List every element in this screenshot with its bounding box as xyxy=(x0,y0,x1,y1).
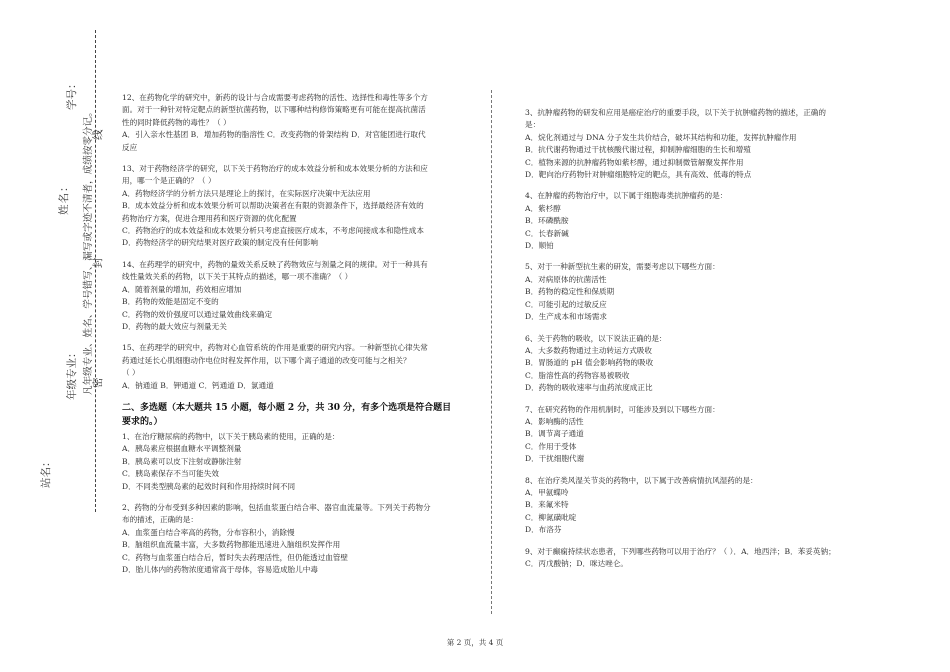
option-line: D．生产成本和市场需求 xyxy=(525,312,608,322)
option-line: D．药物经济学的研究结果对医疗政策的制定没有任何影响 xyxy=(122,238,318,248)
question-stem-line: 12、在药物化学的研究中，新药的设计与合成需要考虑药物的活性、选择性和毒性等多个方 xyxy=(122,93,428,102)
right-column xyxy=(525,107,870,579)
option-line: C．作用于受体 xyxy=(525,441,577,451)
exam-notice: 凡年级专业、姓名、学号错写、漏写或字迹不清者，成绩按零分记。 xyxy=(83,107,94,395)
question-12 xyxy=(122,92,465,154)
option-line: D．靶向治疗药物针对肿瘤细胞特定的靶点，具有高效、低毒的特点 xyxy=(525,170,752,180)
option-line: B．环磷酰胺 xyxy=(525,216,569,226)
option-line: A．随着剂量的增加，药效相应增加 xyxy=(122,284,242,294)
question-stem-line: 1、在治疗糖尿病的药物中，以下关于胰岛素的使用，正确的是： xyxy=(122,431,340,441)
question-stem-line: 性的同时降低药物的毒性？（ ） xyxy=(122,117,231,127)
multi-question-8 xyxy=(525,475,870,537)
option-line: A．大多数药物通过主动转运方式吸收 xyxy=(525,345,652,355)
question-stem-line: 药通过延长心肌细胞动作电位时程发挥作用，以下哪个离子通道的改变可能与之相关？ xyxy=(122,355,411,365)
option-line: D．顺铂 xyxy=(525,241,554,251)
question-stem-line: 布的描述，正确的是： xyxy=(122,515,198,525)
multi-question-3 xyxy=(525,107,870,181)
option-line: C．胰岛素保存不当可能失效 xyxy=(122,469,219,479)
option-line: D．胎儿体内的药物浓度通常高于母体，容易造成胎儿中毒 xyxy=(122,565,318,574)
option-line: D．药物的最大效应与剂量无关 xyxy=(122,321,227,331)
option-line: D．干扰细胞代谢 xyxy=(525,454,585,464)
page-footer: 第 2 页，共 4 页 xyxy=(446,638,504,647)
option-line: A．药物经济学的分析方法只是理论上的探讨，在实际医疗决策中无法应用 xyxy=(122,188,371,198)
option-line: C．药物治疗的成本效益和成本效果分析只考虑直接医疗成本，不考虑间接成本和隐性成本 xyxy=(122,226,424,236)
section-title-line: 二、多选题（本大题共 15 小题，每小题 2 分，共 30 分，有多个选项是符合题目 xyxy=(122,402,452,413)
option-line: A．甲氨蝶呤 xyxy=(525,487,569,497)
grade-major-label: 年级专业： xyxy=(66,347,78,400)
question-stem-line: 3、抗肿瘤药物的研发和应用是癌症治疗的重要手段，以下关于抗肿瘤药物的描述，正确的 xyxy=(525,108,826,117)
option-line: B．抗代谢药物通过干扰核酸代谢过程，抑制肿瘤细胞的生长和增殖 xyxy=(525,145,751,155)
option-line: A．对病原体的抗菌活性 xyxy=(525,274,607,284)
option-line: B．胰岛素可以皮下注射或静脉注射 xyxy=(122,456,242,466)
question-stem-line: 用，哪一个是正确的？（ ） xyxy=(122,176,216,186)
option-line: A．钠通道 B．钾通道 C．钙通道 D．氯通道 xyxy=(122,380,274,390)
option-line: C．药物与血浆蛋白结合后，暂时失去药理活性，但仍能透过血管壁 xyxy=(122,552,349,562)
option-line: C．药物的效价强度可以通过量效曲线来确定 xyxy=(122,309,273,319)
multi-question-9 xyxy=(525,546,870,571)
option-line: C．植物来源的抗肿瘤药物如紫杉醇，通过抑制微管解聚发挥作用 xyxy=(525,157,744,167)
option-line: A．烷化剂通过与 DNA 分子发生共价结合，破坏其结构和功能，发挥抗肿瘤作用 xyxy=(525,132,797,142)
seal-char-3: 密 xyxy=(92,377,104,388)
question-stem-line: 线性量效关系的药物，以下关于其特点的描述，哪一项不准确？（ ） xyxy=(122,272,353,282)
question-stem-line: 面。对于一种针对特定靶点的新型抗菌药物，以下哪种结构修饰策略更有可能在提高抗菌活 xyxy=(122,105,426,115)
binding-strip xyxy=(0,0,105,672)
option-line: 药物治疗方案，促进合理用药和医疗资源的优化配置 xyxy=(122,213,297,223)
option-line: A．胰岛素应根据血糖水平调整剂量 xyxy=(122,444,242,454)
option-line: B．来氟米特 xyxy=(525,500,569,510)
option-line: B．调节离子通道 xyxy=(525,429,584,439)
question-stem-line: 15、在药理学的研究中，药物对心血管系统的作用是重要的研究内容。一种新型抗心律失常 xyxy=(122,343,428,353)
question-stem-line: 14、在药理学的研究中，药物的量效关系反映了药物效应与剂量之间的规律。对于一种具有 xyxy=(122,259,428,269)
option-line: A．紫杉醇 xyxy=(525,203,561,213)
multi-question-1 xyxy=(122,431,465,493)
option-line: B．药物的效能是固定不变的 xyxy=(122,297,219,307)
question-stem-line: C．丙戊酸钠；D．咪达唑仑。 xyxy=(525,559,629,568)
option-line: A．影响酶的活性 xyxy=(525,416,584,426)
question-stem-line: 8、在治疗类风湿关节炎的药物中，以下属于改善病情抗风湿药的是： xyxy=(525,475,758,485)
column-divider xyxy=(491,90,492,614)
multi-question-7 xyxy=(525,404,870,466)
option-line: A．血浆蛋白结合率高的药物，分布容积小，消除慢 xyxy=(122,527,295,537)
option-line: C．长春新碱 xyxy=(525,228,569,238)
option-line: D．药物的吸收速率与血药浓度成正比 xyxy=(525,383,653,393)
question-13 xyxy=(122,163,465,250)
option-line: C．柳氮磺吡啶 xyxy=(525,512,577,522)
question-stem-line: 是： xyxy=(525,120,541,130)
multi-question-5 xyxy=(525,261,870,323)
option-line: B．成本效益分析和成本效果分析可以帮助决策者在有限的资源条件下，选择最经济有效的 xyxy=(122,201,424,211)
seal-char-1: 线 xyxy=(92,129,104,140)
question-stem-line: （ ） xyxy=(122,368,140,378)
question-stem-line: 4、在肿瘤的药物治疗中，以下属于细胞毒类抗肿瘤药的是： xyxy=(525,191,728,201)
option-line: 反应 xyxy=(122,142,138,152)
question-stem-line: 5、对于一种新型抗生素的研发，需要考虑以下哪些方面： xyxy=(525,262,720,272)
station-label: 站名： xyxy=(40,456,52,488)
binding-dashed-line xyxy=(95,30,96,512)
question-15 xyxy=(122,342,465,392)
section-title-line: 要求的。） xyxy=(122,416,163,427)
seal-char-2: 封 xyxy=(92,257,104,268)
option-line: B．脑组织血流量丰富，大多数药物都能迅速进入脑组织发挥作用 xyxy=(122,540,341,550)
question-stem-line: 7、在研究药物的作用机制时，可能涉及到以下哪些方面： xyxy=(525,404,720,414)
option-line: D．布洛芬 xyxy=(525,525,562,535)
question-stem-line: 6、关于药物的吸收，以下说法正确的是： xyxy=(525,333,667,343)
left-column xyxy=(122,92,465,585)
student-id-label: 学号： xyxy=(66,78,78,110)
option-line: C．可能引起的过敏反应 xyxy=(525,299,607,309)
option-line: C．脂溶性高的药物容易被吸收 xyxy=(525,370,630,380)
option-line: A．引入亲水性基团 B．增加药物的脂溶性 C．改变药物的骨架结构 D．对官能团进行取代 xyxy=(122,130,426,140)
question-stem-line: 9、对于癫痫持续状态患者，下列哪些药物可以用于治疗？（ ）．A．地西泮；B．苯妥英钠； xyxy=(525,546,836,556)
option-line: D．不同类型胰岛素的起效时间和作用持续时间不同 xyxy=(122,481,296,491)
multi-question-4 xyxy=(525,190,870,252)
question-stem-line: 13、对于药物经济学的研究，以下关于药物治疗的成本效益分析和成本效果分析的方法和应 xyxy=(122,164,428,174)
name-label: 姓名： xyxy=(58,180,70,215)
multi-question-6 xyxy=(525,333,870,395)
question-stem-line: 2、药物的分布受到多种因素的影响，包括血浆蛋白结合率、器官血流量等。下列关于药物分 xyxy=(122,502,431,512)
option-line: B．胃肠道的 pH 值会影响药物的吸收 xyxy=(525,358,654,368)
option-line: B．药物的稳定性和保质期 xyxy=(525,287,615,297)
multi-question-2 xyxy=(122,502,465,576)
question-14 xyxy=(122,259,465,333)
section-title-multiple-choice xyxy=(122,401,465,429)
